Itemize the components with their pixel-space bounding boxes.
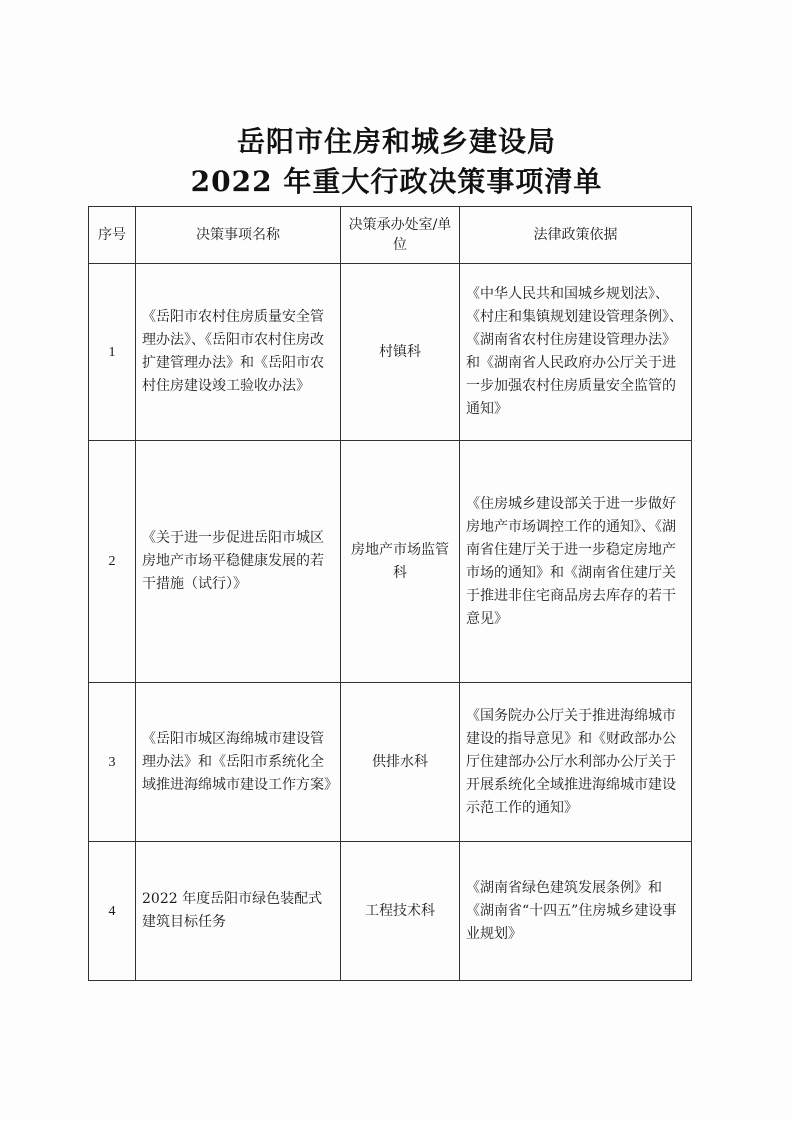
cell-num: 1 <box>89 264 136 441</box>
cell-dept: 村镇科 <box>341 264 460 441</box>
table-row <box>89 441 692 683</box>
document-title: 岳阳市住房和城乡建设局 <box>236 125 556 158</box>
cell-dept: 供排水科 <box>341 683 460 842</box>
cell-dept: 房地产市场监管科 <box>341 441 460 683</box>
header-dept: 决策承办处室/单位 <box>341 207 460 264</box>
header-num: 序号 <box>89 207 136 264</box>
document-subtitle: 2022 年重大行政决策事项清单 <box>190 165 603 198</box>
cell-name: 《岳阳市农村住房质量安全管理办法》、《岳阳市农村住房改扩建管理办法》和《岳阳市农村住房建设竣工验收办法》 <box>136 264 341 441</box>
header-basis: 法律政策依据 <box>460 207 692 264</box>
cell-basis: 《湖南省绿色建筑发展条例》和《湖南省“十四五”住房城乡建设事业规划》 <box>460 842 692 981</box>
decision-list-table <box>88 206 692 981</box>
cell-name: 《关于进一步促进岳阳市城区房地产市场平稳健康发展的若干措施（试行）》 <box>136 441 341 683</box>
cell-num: 2 <box>89 441 136 683</box>
cell-name: 2022 年度岳阳市绿色装配式建筑目标任务 <box>136 842 341 981</box>
cell-basis: 《住房城乡建设部关于进一步做好房地产市场调控工作的通知》、《湖南省住建厅关于进一步稳定房地产市场的通知》和《湖南省住建厅关于推进非住宅商品房去库存的若干意见》 <box>460 441 692 683</box>
table-row <box>89 842 692 981</box>
cell-num: 4 <box>89 842 136 981</box>
cell-basis: 《国务院办公厅关于推进海绵城市建设的指导意见》和《财政部办公厅住建部办公厅水利部办公厅关于开展系统化全域推进海绵城市建设示范工作的通知》 <box>460 683 692 842</box>
table-header-row <box>89 207 692 264</box>
cell-num: 3 <box>89 683 136 842</box>
table-row <box>89 264 692 441</box>
cell-name: 《岳阳市城区海绵城市建设管理办法》和《岳阳市系统化全域推进海绵城市建设工作方案》 <box>136 683 341 842</box>
table-row <box>89 683 692 842</box>
cell-basis: 《中华人民共和国城乡规划法》、《村庄和集镇规划建设管理条例》、《湖南省农村住房建设管理办法》和《湖南省人民政府办公厅关于进一步加强农村住房质量安全监管的通知》 <box>460 264 692 441</box>
cell-dept: 工程技术科 <box>341 842 460 981</box>
header-name: 决策事项名称 <box>136 207 341 264</box>
